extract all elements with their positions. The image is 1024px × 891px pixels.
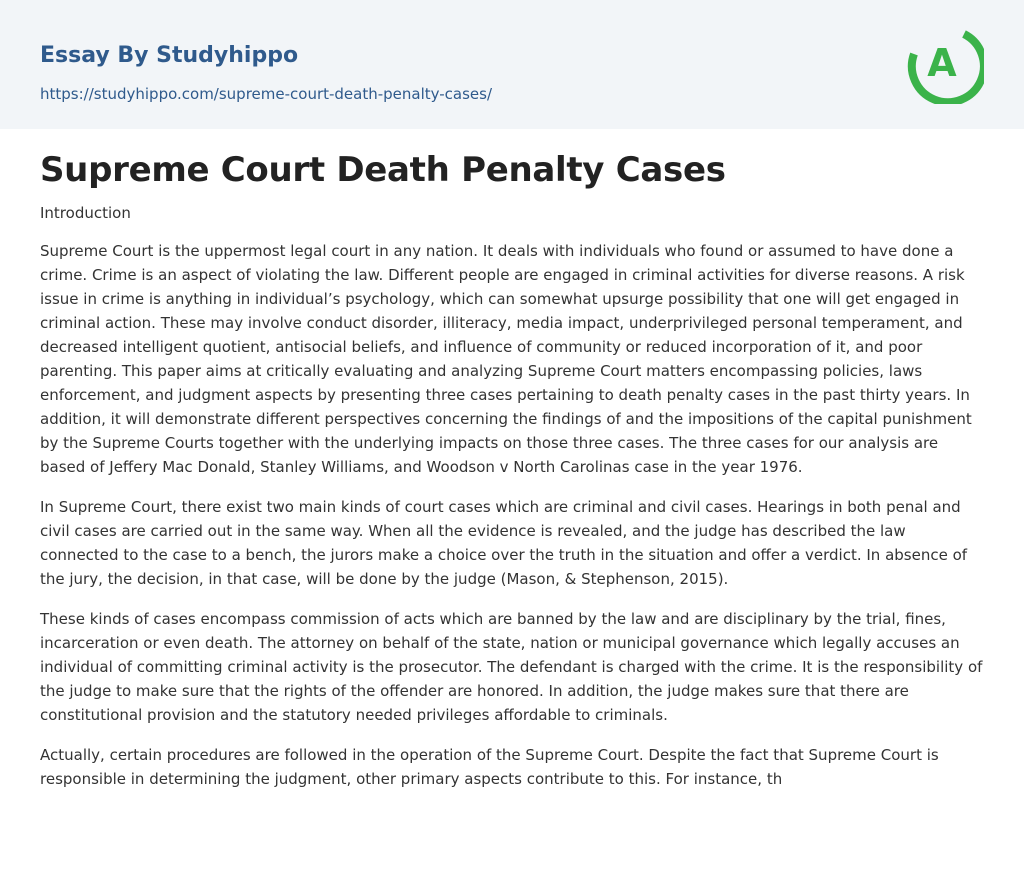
- paragraph-4: Actually, certain procedures are followed in the operation of the Supreme Court. Despite the fact that Supreme Court is responsible in determining the judgment, other primary aspects contribute to this. For instance, th: [40, 746, 939, 788]
- page-header: [0, 0, 1024, 129]
- paragraph-1: Supreme Court is the uppermost legal court in any nation. It deals with individuals who found or assumed to have done a crime. Crime is an aspect of violating the law. Different people are engaged in criminal activities for diverse reasons. A risk issue in crime is anything in individual’s psychology, which can somewhat upsurge possibility that one will get engaged in criminal action. These may involve conduct disorder, illiteracy, media impact, underprivileged personal temperament, and decreased intelligent quotient, antisocial beliefs, and influence of community or reduced incorporation of it, and poor parenting. This paper aims at critically evaluating and analyzing Supreme Court matters encompassing policies, laws enforcement, and judgment aspects by presenting three cases pertaining to death penalty cases in the past thirty years. In addition, it will demonstrate different perspectives concerning the findings of and the impositions of the capital punishment by the Supreme Courts together with the underlying impacts on those three cases. The three cases for our analysis are based of Jeffery Mac Donald, Stanley Williams, and Woodson v North Carolinas case in the year 1976.: [40, 242, 972, 476]
- essay-title: Supreme Court Death Penalty Cases: [40, 150, 726, 190]
- brand-name: Essay By Studyhippo: [40, 43, 299, 68]
- essay-content: [0, 150, 1024, 791]
- logo-letter: A: [927, 41, 957, 85]
- studyhippo-logo-icon: [900, 20, 984, 104]
- source-url-link[interactable]: https://studyhippo.com/supreme-court-death-penalty-cases/: [40, 85, 493, 103]
- section-label: Introduction: [40, 204, 131, 222]
- paragraph-2: In Supreme Court, there exist two main kinds of court cases which are criminal and civil cases. Hearings in both penal and civil cases are carried out in the same way. When all the evidence is revealed, and the judge has described the law connected to the case to a bench, the jurors make a choice over the truth in the situation and offer a verdict. In absence of the jury, the decision, in that case, will be done by the judge (Mason, & Stephenson, 2015).: [40, 498, 968, 588]
- paragraph-3: These kinds of cases encompass commission of acts which are banned by the law and are disciplinary by the trial, fines, incarceration or even death. The attorney on behalf of the state, nation or municipal governance which legally accuses an individual of committing criminal activity is the prosecutor. The defendant is charged with the crime. It is the responsibility of the judge to make sure that the rights of the offender are honored. In addition, the judge makes sure that there are constitutional provision and the statutory needed privileges affordable to criminals.: [40, 610, 983, 724]
